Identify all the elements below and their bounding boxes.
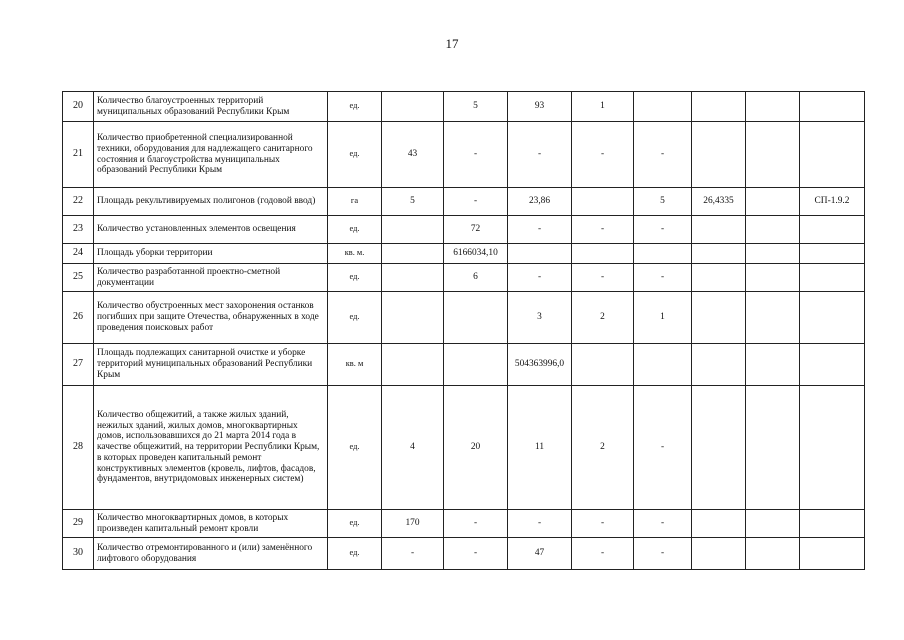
table-row (63, 292, 865, 344)
table-row (63, 344, 865, 386)
value-cell (800, 92, 865, 122)
table-row (63, 264, 865, 292)
value-cell: СП-1.9.2 (800, 188, 865, 216)
row-number: 21 (63, 122, 94, 188)
unit-cell: ед. (328, 122, 382, 188)
value-cell: 5 (634, 188, 692, 216)
table-row (63, 92, 865, 122)
indicator-name: Площадь рекультивируемых полигонов (годовой ввод) (94, 188, 328, 216)
value-cell (692, 264, 746, 292)
value-cell: - (382, 538, 444, 570)
row-number: 30 (63, 538, 94, 570)
value-cell (746, 92, 800, 122)
value-cell (746, 188, 800, 216)
value-cell: - (508, 264, 572, 292)
value-cell (800, 538, 865, 570)
value-cell (746, 510, 800, 538)
value-cell: 26,4335 (692, 188, 746, 216)
table-body (63, 92, 865, 570)
unit-cell: га (328, 188, 382, 216)
row-number: 23 (63, 216, 94, 244)
value-cell: - (508, 510, 572, 538)
value-cell: 2 (572, 292, 634, 344)
value-cell (634, 92, 692, 122)
indicator-name: Количество разработанной проектно-сметной документации (94, 264, 328, 292)
table-row (63, 122, 865, 188)
value-cell: 47 (508, 538, 572, 570)
value-cell (746, 386, 800, 510)
value-cell (692, 292, 746, 344)
value-cell: - (572, 510, 634, 538)
value-cell: - (444, 122, 508, 188)
value-cell: - (634, 122, 692, 188)
value-cell: 11 (508, 386, 572, 510)
value-cell: - (572, 216, 634, 244)
indicator-name: Количество благоустроенных территорий муниципальных образований Республики Крым (94, 92, 328, 122)
value-cell: - (572, 122, 634, 188)
indicator-name: Количество общежитий, а также жилых зданий, нежилых зданий, жилых домов, многоквартирных домов, использовавшихся до 21 марта 2014 года в качестве общежитий, на территории Республики Крым, в которых проведен капитальный ремонт конструктивных элементов (кровель, лифтов, фасадов, фундаментов, внутридомовых инженерных систем) (94, 386, 328, 510)
value-cell (746, 244, 800, 264)
value-cell: - (508, 122, 572, 188)
value-cell (382, 92, 444, 122)
value-cell: - (444, 510, 508, 538)
unit-cell: ед. (328, 510, 382, 538)
value-cell: 504363996,0 (508, 344, 572, 386)
table-row (63, 538, 865, 570)
value-cell (572, 244, 634, 264)
unit-cell: кв. м (328, 344, 382, 386)
value-cell (692, 386, 746, 510)
value-cell (382, 344, 444, 386)
value-cell (382, 292, 444, 344)
value-cell: 93 (508, 92, 572, 122)
indicator-name: Площадь подлежащих санитарной очистке и уборке территорий муниципальных образований Республики Крым (94, 344, 328, 386)
unit-cell: кв. м. (328, 244, 382, 264)
table-row (63, 216, 865, 244)
value-cell (746, 538, 800, 570)
value-cell: - (634, 216, 692, 244)
value-cell: 5 (444, 92, 508, 122)
row-number: 28 (63, 386, 94, 510)
row-number: 20 (63, 92, 94, 122)
value-cell (382, 216, 444, 244)
unit-cell: ед. (328, 386, 382, 510)
row-number: 27 (63, 344, 94, 386)
value-cell (800, 292, 865, 344)
value-cell: 2 (572, 386, 634, 510)
value-cell: - (444, 188, 508, 216)
value-cell (692, 92, 746, 122)
value-cell (444, 344, 508, 386)
value-cell (572, 344, 634, 386)
value-cell: - (634, 386, 692, 510)
value-cell: 1 (572, 92, 634, 122)
value-cell: 20 (444, 386, 508, 510)
value-cell: - (634, 264, 692, 292)
value-cell (382, 244, 444, 264)
value-cell (634, 344, 692, 386)
value-cell (746, 264, 800, 292)
unit-cell: ед. (328, 92, 382, 122)
table-row (63, 188, 865, 216)
page-number: 17 (445, 36, 459, 51)
value-cell (692, 510, 746, 538)
value-cell: 1 (634, 292, 692, 344)
indicator-name: Количество обустроенных мест захоронения останков погибших при защите Отечества, обнаруженных в ходе проведения поисковых работ (94, 292, 328, 344)
indicator-name: Количество многоквартирных домов, в которых произведен капитальный ремонт кровли (94, 510, 328, 538)
value-cell (692, 244, 746, 264)
indicator-name: Количество отремонтированного и (или) заменённого лифтового оборудования (94, 538, 328, 570)
unit-cell: ед. (328, 538, 382, 570)
indicator-table (62, 91, 865, 570)
value-cell (746, 216, 800, 244)
value-cell: - (508, 216, 572, 244)
value-cell: 72 (444, 216, 508, 244)
value-cell (746, 344, 800, 386)
value-cell: 6166034,10 (444, 244, 508, 264)
row-number: 26 (63, 292, 94, 344)
table-row (63, 386, 865, 510)
value-cell: - (634, 510, 692, 538)
value-cell: - (572, 264, 634, 292)
row-number: 24 (63, 244, 94, 264)
value-cell: 6 (444, 264, 508, 292)
value-cell: 3 (508, 292, 572, 344)
value-cell (382, 264, 444, 292)
table-row (63, 510, 865, 538)
indicator-name: Количество приобретенной специализированной техники, оборудования для надлежащего санитарного состояния и благоустройства муниципальных образований Республики Крым (94, 122, 328, 188)
value-cell (444, 292, 508, 344)
value-cell (692, 216, 746, 244)
value-cell (800, 244, 865, 264)
row-number: 22 (63, 188, 94, 216)
value-cell: 23,86 (508, 188, 572, 216)
value-cell: - (572, 538, 634, 570)
value-cell (746, 292, 800, 344)
value-cell: 170 (382, 510, 444, 538)
value-cell: - (444, 538, 508, 570)
value-cell (800, 344, 865, 386)
value-cell (692, 122, 746, 188)
value-cell (692, 344, 746, 386)
value-cell (746, 122, 800, 188)
value-cell (800, 264, 865, 292)
value-cell (692, 538, 746, 570)
value-cell (572, 188, 634, 216)
value-cell (800, 386, 865, 510)
value-cell (634, 244, 692, 264)
table-row (63, 244, 865, 264)
value-cell: 4 (382, 386, 444, 510)
indicator-name: Площадь уборки территории (94, 244, 328, 264)
row-number: 25 (63, 264, 94, 292)
value-cell: 5 (382, 188, 444, 216)
value-cell (800, 122, 865, 188)
value-cell (800, 216, 865, 244)
value-cell: - (634, 538, 692, 570)
unit-cell: ед. (328, 216, 382, 244)
value-cell: 43 (382, 122, 444, 188)
unit-cell: ед. (328, 292, 382, 344)
indicator-name: Количество установленных элементов освещения (94, 216, 328, 244)
value-cell (508, 244, 572, 264)
value-cell (800, 510, 865, 538)
unit-cell: ед. (328, 264, 382, 292)
row-number: 29 (63, 510, 94, 538)
